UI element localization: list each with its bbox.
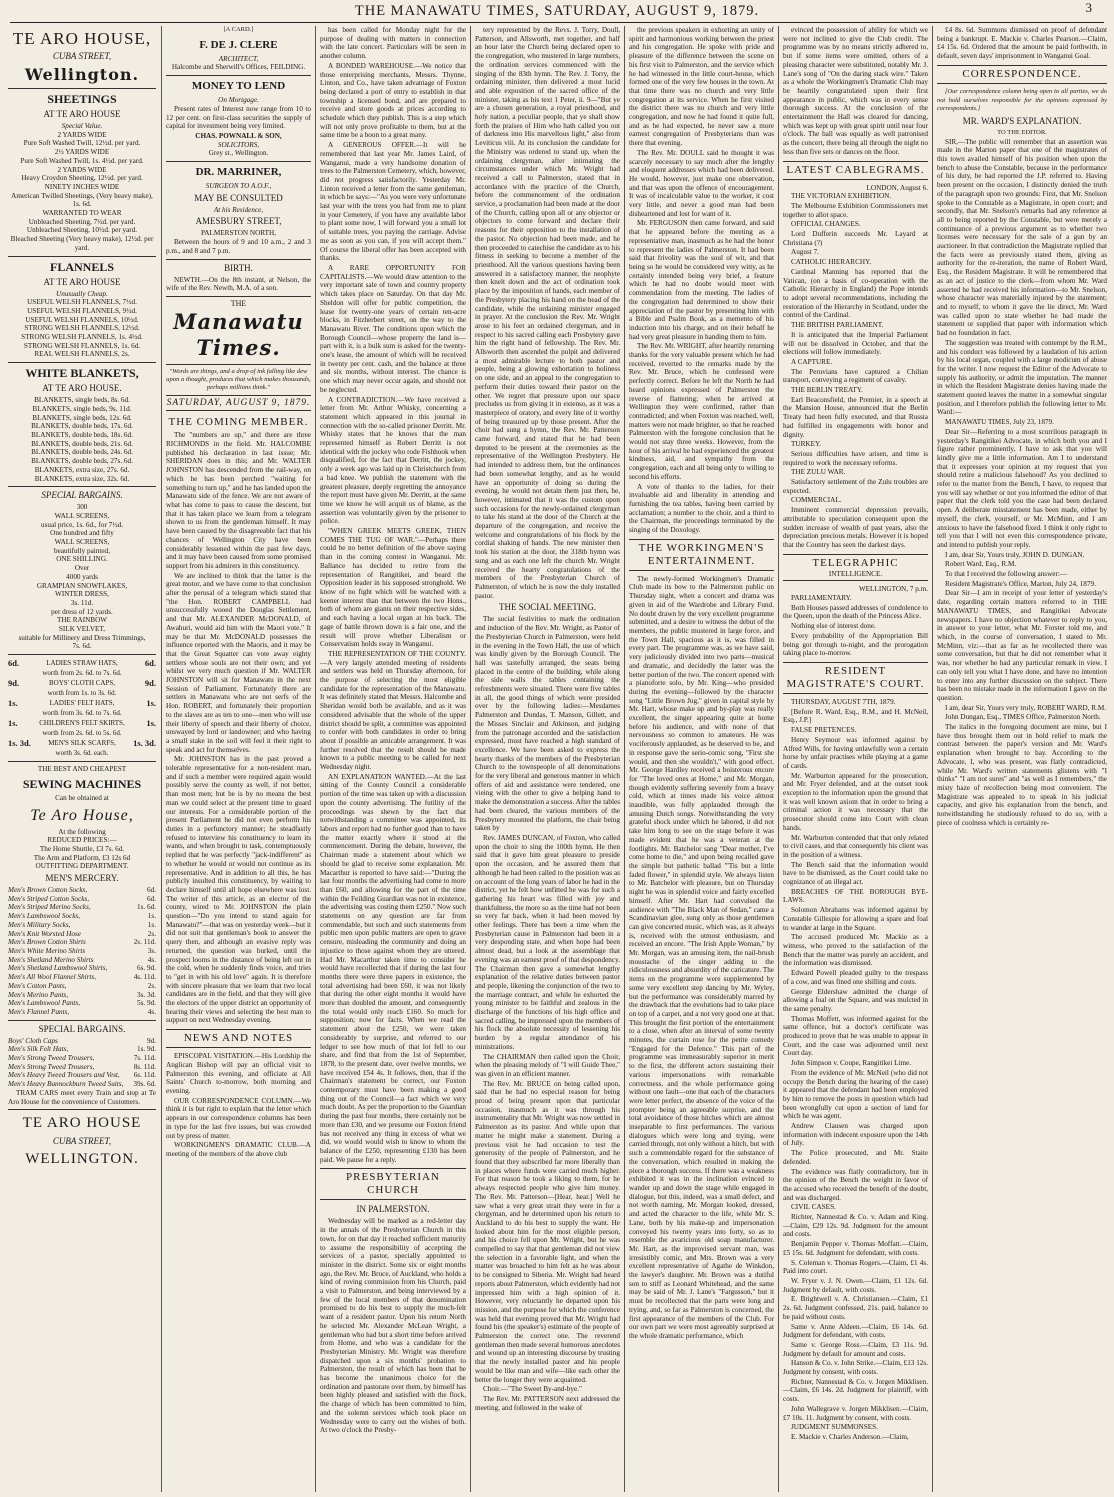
rainbow-velvet — [8, 616, 156, 651]
mercery-item: Men's Brown Cotton Socks, 6d. — [8, 886, 156, 895]
cable-item: THE VICTORIAN EXHIBITION. — [791, 192, 892, 201]
mercery-list — [8, 886, 156, 1017]
telegraphic-subheading: INTELLIGENCE. — [828, 569, 883, 578]
court-paragraph: FALSE PRETENCES. — [791, 726, 857, 735]
footer-city: WELLINGTON. — [25, 1151, 139, 1168]
social-paragraph: The Rev. Mr. BRUCE on being called upon, said that he had no especial reason for being proud of being present upon that particular occasion, inasmuch as it was through his instrumentality that Mr. Wright was now settled in Palmerston as its pastor. And while upon that matter he might make a statement. During a previous visit he had occasion to test the generosity of the people of Palmerston, and he found that they subscribed far more liberally than in places where funds were carried much higher. For that reason he took a liking to them, for he always respected people who give him money. The Rev. Mr. Patterson—[Hear, hear.] Well he saw what a very great strait they were in for a clergyman, and he determined upon his return to Auckland to do his best to supply the want. He looked about him for the most eligible person, and his choice fell upon Mr. Wright, but he was compelled to say that that gentleman did not view the selection in a favorable light, and when the matter was broached to him felt as he was about to be consigned to Siberia. Mr. Wright had heard reports about Palmerston, which evidently had not impressed him with a high opinion of it. However, very reluctantly he departed upon his mission, and the purpose for which the conference was held that evening proved that Mr. Wright had found his (the speaker's) estimate of the people of Palmerston the correct one. The reverend gentleman then made several humorous anecdotes and wound up an interesting discourse by trusting that the newly installed pastor and his people would be like man and wife—like each other the better the longer they were acquainted. — [475, 1079, 620, 1384]
sheeting-item: Bleached Sheeting (Very heavy make), 12½d. per yard. — [10, 235, 154, 252]
column-rule — [161, 26, 162, 1492]
sewing-title: SEWING MACHINES — [22, 776, 142, 791]
te-aro-advertisement — [8, 26, 156, 1492]
sheetings-subheading: AT TE ARO HOUSE — [43, 109, 121, 119]
shop-street: CUBA STREET, — [52, 51, 112, 61]
flannel-item: REAL WELSH FLANNELS, 2s. — [34, 350, 130, 359]
flannel-item: STRONG WELSH FLANNELS, 1s. 6d. — [23, 341, 141, 350]
blankets-subheading: AT TE ARO HOUSE. — [42, 383, 122, 394]
column-2 — [166, 26, 311, 1492]
sewing-heading: THE BEST AND CHEAPEST — [37, 765, 127, 774]
sheeting-item: Unbleached Sheeting, 10½d. per yard. — [26, 226, 138, 235]
cable-item: Cardinal Manning has reported that the Vatican, (on a basis of co-operation with the Catholic Hierarchy in England) the Pope intends to adopt several recommendations, including the restoration of the Hierarchy in Scotland, under the control of the Cardinal. — [783, 267, 928, 320]
telegraphic-item: PARLIAMENTARY. — [791, 594, 852, 603]
footer-street: CUBA STREET, — [52, 1136, 112, 1147]
sheeting-item: Pure Soft Washed Twill, 1s. 4½d. per yard. — [20, 156, 144, 165]
blankets-heading: WHITE BLANKETS, — [25, 366, 139, 381]
bargain-item: Men's Strong Tweed Trousers, 8s. 11d. — [8, 1062, 156, 1071]
blanket-item: BLANKETS, double beds, 21s. 6d. — [31, 439, 133, 448]
mercery-item: Men's Military Socks, 1s. — [8, 920, 156, 929]
news-continued — [320, 26, 466, 1164]
flannels-subheading: AT TE ARO HOUSE — [43, 276, 121, 287]
letter-paragraph: Robert Ward, Esq., R.M. — [945, 560, 1017, 569]
column-rule — [470, 26, 471, 1492]
court-heading: RESIDENT MAGISTRATE'S COURT. — [786, 665, 925, 690]
column-rule — [778, 26, 779, 1492]
pownall-address: Grey st., Wellington. — [208, 149, 269, 158]
letter-paragraph: I am, dear Sir, Yours very truly, ROBERT WARD, R.M. — [945, 703, 1107, 712]
sewing-prices — [8, 828, 156, 872]
mercery-item: Men's Shetland Lambswool Shirts, 6s. 9d. — [8, 964, 156, 973]
social-meeting — [475, 615, 620, 1412]
grampian-snowflakes — [8, 564, 156, 616]
letter-paragraph: MANAWATU TIMES, July 23, 1879. — [945, 418, 1054, 427]
social-continued — [629, 26, 774, 535]
column-6 — [783, 26, 928, 1492]
grampian-line: Over — [74, 564, 90, 573]
sewing-price-line: At the following — [58, 827, 106, 836]
letter-paragraph: Dear Sir—Referring to a most scurrilous paragraph in yesterday's Rangitikei Advocate, in which both you and I figure rather prominently, I have to ask that you will kindly give me a little information. Am I to understand that it expresses your opinion at my request that you should retire a malicious falsehood? As you declined to refer to the matter from the Bench, I have, to request that you will say whether or not you informed the editor of that paper that the clerk told you the case had been declared open. A deliberate misstatement has been made, either by myself, the clerk, yourself, or Mr. McMinn, and I am anxious to have the falsehood fixed. I think it only right to tell you that I will not even this correspondence private, and intend to publish your reply. — [937, 427, 1107, 549]
cable-item: CATHOLIC HIERARCHY. — [791, 258, 872, 267]
cable-item: The Melbourne Exhibition Commissioners met together to allot space. — [783, 201, 928, 219]
sewing-subheading: Can be obtained at — [55, 793, 109, 802]
court-paragraph: Mr. Warburton contended that that only related to civil cases, and that consequently his client was in the position of a witness. — [783, 833, 928, 859]
church-paragraph: tery represented by the Revs. J. Torry, Doull, Patterson, and Allsworth, met together, and half an hour later the Church being declared open to the congregation, who mustered in large numbers, the ordination services commenced with the singing of the 83th hymn. The Rev. J. Torry, the ordaining minister, then delivered a most lucid and able exposition of the sacred office of the minister, taking as his text 1 Peter, ii. 9—"But ye are a chosen generation, a royal priesthood, and holy nation, a peculiar people, that ye shall show forth the praises of Him who hath called you out of darkness into His marvellous light," also from Leviticus viii. At its conclusion the candidate for the Ministry was ordered to stand up, when the ordaining clergyman, after intimating the circumstances under which Mr. Wright had received a call to Palmerston, stated that in accordance with the practice of the Church, before the commencement of the ordination service, a proclamation had been made at the door of the Church, calling upon all or any objector or objectors to come forward and declare their reasons for their opposition to the installation of the pastor. No objection had been made, and he then proceeded to catechise the candidate as to his fitness in seeking to become a member of the priesthood. All the various questions having been answered in a satisfactory manner, the neophyte then knelt down and the act of ordination took place by the imposition of hands, each member of the Presbytery placing his hand on the head of the candidate, while the ordaining minister engaged in prayer. At the conclusion the Rev. Mr. Wright arose to his feet an ordained clergyman, and in respect to his sacred calling each Presbytery gave him the right hand of fellowship. The Rev. Mr. Allsworth then ascended the pulpit and delivered a most admirable lecture to both pastor and people, being a glowing exhortation to holiness on one side, and an appeal to the congregation to perform their duties toward their pastor on the other. We regret that pressure upon our space precludes us from giving it in extenso, as it was a masterpiece of oratory, and every line of it worthy of being treasured up by those present. After the choir had sung a hymn, the Rev. Mr. Patterson came forward, and stated that he had been deputed to be present at the ceremonies as the representative of the Wellington Presbytery. He had intended to address them, but the ordinances had been somewhat lengthy, and as he would have an opportunity of doing so during the evening, he would not detain them just then, he, however, intimated that it was the custom upon such occasions for the newly-ordained clergyman to take his stand at the door of the Church at the departure of the congregation, and receive the welcome and congratulations of his flock by the cordial shaking of hands. The new minister then took his station at the door, the 318th hymn was sung and as each one left the church Mr. Wright received the hearty congratulations of the members of the Presbyterian Church of Palmerston, of which he is now the duly installed pastor. — [475, 26, 620, 600]
flannel-item: STRONG WELSH FLANNELS, 1s. 4½d. — [21, 333, 143, 342]
cable-item: THE BRITISH PARLIAMENT. — [791, 321, 884, 330]
court-paragraph: Henry Seymour was informed against by Alfred Wills, for having unlawfully won a certain horse by unfair practises while playing at a game of cards. — [783, 735, 928, 770]
price-row: worth from 3s. 6d. to 7s. 6d. — [42, 709, 122, 718]
sewing-price-line: REDUCED PRICES:— — [47, 836, 117, 845]
court-paragraph: From the evidence of Mr. McNeil (who did not occupy the Bench during the hearing of the case) it appeared that the defendant had been employed by him to remove the posts in question which had been wrongfully cut upon a section of land for which he was agent. — [783, 1068, 928, 1121]
blanket-item: BLANKETS, single beds, 8s. 6d. — [34, 396, 130, 405]
cable-date: LONDON, August 6. — [866, 183, 928, 192]
mercery-item: Men's Lambswool Socks, 1s. — [8, 912, 156, 921]
column-rule — [932, 26, 933, 1492]
flannel-item: USEFUL WELSH FLANNELS, 9½d. — [27, 306, 137, 315]
wall-screen-line: usual price, 1s. 6d., for 7½d. — [40, 520, 124, 529]
card-label: [A CARD.] — [223, 26, 254, 33]
flannel-item: USEFUL WELSH FLANNELS, 10½d. — [25, 315, 139, 324]
court-paragraph: BREACHES OF THE BOROUGH BYE-LAWS. — [783, 887, 928, 905]
social-paragraph: The Rev. Mr. WRIGHT, after heartily returning thanks for the very valuable present which he had received, reverted to the remarks made by the Rev. Mr. Bruce, which he confessed were perfectly correct. Before he left the North he had heard opinions expressed of Palmerston the reverse of flattering; when he arrived at Wellington they were confirmed, rather than contradicted; and when Foxton was reached, well, matters were not made brighter, so that he reached Palmerston with the foregone conclusion that he would not stay three weeks. However, from the hour of his arrival he had experienced the greatest kindness, aid, and sympathy from the congregation, each and all being only to willing to second his efforts. — [629, 342, 774, 481]
correspondence-note: [Our correspondence column being open to all parties, we do not hold ourselves responsible for the opinions expressed by correspondents.] — [937, 87, 1107, 113]
sheeting-item: NINETY INCHES WIDE — [44, 182, 120, 191]
paper-title: Manawatu Times. — [173, 308, 304, 360]
sewing-price-line: The Arm and Platform, £3 12s 6d — [33, 853, 131, 862]
telegraphic-heading: TELEGRAPHIC — [812, 556, 899, 569]
paper-the: THE — [230, 298, 247, 308]
column-7 — [937, 26, 1107, 1492]
social-heading: THE SOCIAL MEETING. — [499, 602, 596, 613]
grampian-line: 4000 yards — [66, 572, 98, 581]
shop-city: Wellington. — [24, 65, 140, 84]
court-paragraph: The evidence was flatly contradictory, but in the opinion of the Bench the weight in favor of the accused who received the benefit of the doubt, and was discharged. — [783, 1167, 928, 1202]
mariner-subheading: SURGEON TO A.O.F., — [205, 182, 272, 191]
telegraphic-item: Nothing else of interest done. — [791, 622, 876, 631]
news-paragraph: THE REPRESENTATION OF THE COUNTY.—A very largely attended meeting of residents and settlers was held on Thursday afternoon, for the purpose of selecting the most eligible candidate for the representation of the Manawatu. It was definitely stated that Messrs. Halcombe and Sheridan would both be available, and as it was considered advisable that the whole of the upper district should be split, a committee was appointed to confer with both candidates in order to bring about if possible an amicable arrangement. It was further resolved that the result should be made known to a public meeting to be called for next Wednesday night. — [320, 649, 466, 772]
birth-heading: BIRTH. — [224, 262, 253, 273]
special-bargains-2-heading: SPECIAL BARGAINS. — [38, 1023, 126, 1034]
court-paragraph: S. Coleman v. Thomas Rogers.—Claim, £1 4s. Paid into court. — [783, 1258, 928, 1276]
money-text: Present rates of Interest now range from 10 to 12 per cent. on first-class securities the supply of capital for investment being very limited. — [166, 104, 311, 131]
cable-item: Satisfactory settlement of the Zulu troubles are expected. — [783, 478, 928, 495]
blanket-item: BLANKETS, double beds, 27s. 6d. — [31, 457, 133, 466]
cable-item: Imminent commercial depression prevails, attributable to speculation consequent upon the sudden increase of wealth of past years, also the depreciation precious metals. However it is hoped that the Country has seen the darkest days. — [783, 506, 928, 549]
price-row: 6d. LADIES STRAW HATS, 6d. — [8, 658, 156, 669]
court-paragraph: THURSDAY, AUGUST 7TH, 1879. — [791, 698, 896, 706]
mercery-item: Men's Flannel Pants, 4s. — [8, 1007, 156, 1016]
news-paragraph: EPISCOPAL VISITATION.—His Lordship the Anglican Bishop will pay an official visit to Palmerston this evening, and officiate at All Saints' Church to-morrow, both morning and evening. — [166, 1052, 311, 1095]
column-5 — [629, 26, 774, 1492]
workingmen-heading: THE WORKINGMEN'S ENTERTAINMENT. — [638, 541, 765, 567]
pownall-name: CHAS. POWNALL & SON, — [195, 131, 282, 140]
mercery-item: Men's Striped Merino Socks, 1s. 6d. — [8, 903, 156, 912]
cable-item: TURKEY. — [791, 440, 822, 449]
palmerston-north: PALMERSTON NORTH, — [200, 229, 277, 238]
news-paragraph: OUR CORRESPONDENCE COLUMN.—We think it is but right to explain that the letter which appears in our correspondence columns has been in type for the last five issues, but was crowded out by press of matter. — [166, 1096, 311, 1140]
sheeting-item: 2½ YARDS WIDE — [54, 148, 110, 157]
sheetings-heading: SHEETINGS — [47, 92, 117, 106]
rainbow-line: 7s. 6d. — [72, 642, 92, 651]
price-row: worth from 2s. 6d. to 5s. 6d. — [42, 729, 122, 738]
birth-notice: NEWTH.—On the 8th instant, at Nelson, the wife of the Rev. Newth, M.A. of a son. — [166, 275, 311, 293]
shop-name: TE ARO HOUSE, — [12, 29, 152, 48]
court-paragraph: Hanson & Co. v. John Strike.—Claim, £13 12s. Judgment by consent, with costs. — [783, 1359, 928, 1377]
blanket-item: BLANKETS, double beds, 18s. 6d. — [31, 430, 133, 439]
social-paragraph: The Rev. Mr. PATTERSON next addressed the meeting, and followed in the wake of — [475, 1394, 620, 1412]
wall-screen-line: WALL SCREENS, — [54, 511, 110, 520]
workingmen-paragraph: The newly-formed Workingmen's Dramatic Club made its bow to the Palmerston public on Thursday night, when a concert and drama was given in aid of the Wardrobe and Library Fund. No doubt drawn by the very excellent programme submitted, and a desire to witness the debut of the members, the public mustered in large force, and the Town Hall, spacious as it is, was filled in every part. The programme was, as we have said, very judiciously divided into two parts—musical and dramatic, and decidedly the latter was the better portion of the two. The concert opened with a pianoforte solo, by Mr. King—who presided during the evening—followed by the character song "Little Brown Jug," given in capital style by Mr. Hart, whose make up and by-play was really excellent, the singer appearing quite at home before his audience, and with none of that nervousness so common to amateurs. He was vociferously applauded, as he deserved to be, and in response gave the serio-comic song, "First she would, and then she wouldn't," with good effect. Mr. George Hardley received a boisterous encore for "The loved ones at Home," and Mr. Morgan, though evidently suffering severely from a heavy cold, which at times made his voice almost inaudible, was fully applauded through the amusing Dutch songs. Notwithstanding the very grateful shock under which he labored, it did not take him long to see on the stage before it was made evident that he was a veteran at the footlights. Mr. Batchelor sang "Dear mother, I've come home to die," and upon being recalled gave the simple but pathetic ballad "'Tis but a little faded flower," in splendid style. We always listen to Mr. Batchelor with pleasure, but on Thursday night he was in splendid voice and fairly excelled himself. After Mr. Hart had convulsed the audience with "The Black Man of Sedan," came a Scandinavian glee, sung only as those gentlemen can give concerted music, which was, as it always is, received with the utmost enthusiasm, and received an encore. "The Irish Apple Woman," by Mr. Morgan, was an amusing item, the nail-brush moustache of the singer adding to the ridiculousness and absurdity of the caricature. The items on the programme were supplemented by some very excellent step dancing by Mr. Wyley, but the performance was considerably marred by the drawback that the evolutions had to take place on top of a carpet, and a not very good one at that. This brought the first portion of the entertainment to a close, when after an interval of some twenty minutes, the curtain rose for the petite comedy "Engaged for the Defence." This part of the programme was immeasurably superior in merit to the first, the different actors sustaining their various impersonations with remarkable correctness, and the whole performance going without one fault—one that each of the characters were letter perfect, the absence of the voice of the prompter being an agreeable surprise, and the total avoidance of those hitches which are almost inseparable to first performances. The various dialogues which were long and trying, were carried through, not only without a hitch, but with such a commendable regard for the substance of the conversation, which resulted in making the piece a thorough success. If there was a weakness exhibited it was in the inclination evinced to wander up and down the stage while engaged in dialogue, but this, indeed, was a small defect, and not worth naming. Mr. Morgan looked, dressed, and acted the character to the life, while Mr. S. Lane, both by his make-up and impersonation conveyed his twenty years into forty, so as to resemble the avaricious old soap manufacturer. Mr. Hart, as the improvised servant man, was irresistibly comic, and Mrs. Brown was a very excellent representative of Agathe de Winkdon, the lawyer's daughter. Mr. Brown was a dutiful son to stiff as Leonard Whitehead, and the same may be said of Mr. J. Lane's "Fargusson," but it must be recollected that the parts were long and trying, and, so far as Palmerston is concerned, the first appearance of the members of the Club. For our own part we were most agreeably surprised at the whole dramatic performance, which — [629, 574, 774, 1340]
court-paragraph: Mr. Warburton appeared for the prosecution, and Mr. Fryer defended, and at the outset took exception to the information upon the ground that it was well known axiom that in order to bring a criminal action it was necessary that the prosecutor should come into Court with clean hands. — [783, 771, 928, 832]
cablegrams-heading: LATEST CABLEGRAMS. — [786, 163, 925, 176]
price-row: 9d. BOYS' CLOTH CAPS, 9d. — [8, 678, 156, 689]
social-paragraph: Choir.—"The Sweet By-and-bye." — [483, 1385, 582, 1394]
cable-item: Serious difficulties have arisen, and time is required to work the necessary reforms. — [783, 449, 928, 467]
news-paragraph: A RARE OPPORTUNITY FOR CAPITALISTS.—We would draw attention to the very important sale of town and country property which takes place on Saturday. On that day Mr. Sheldon will offer for public competition, the lease for twenty-one years of certain ten-acre blocks, in Fitzherbert street, on the way to the Manawatu River. The conditions upon which the Borough Council—whose property the land is—part with it, is a bulk sum is asked for the twenty-one's lease, the amount of which will be received in twenty per cent. cash, and the balance at three and six months, without interest. The chance is one which may never occur again, and should not be neglected. — [320, 263, 466, 394]
blanket-list — [8, 396, 156, 483]
social-paragraph: The social festivities to mark the ordination and induction of the Rev. Mr. Wright, as Pastor of the Presbyterian Church in Palmerston, were held in the evening in the Town Hall, the use of which was kindly given by the Borough Council. The hall was tastefully arranged, the seats being placed in the centre of the building, while along the side walls the tables containing the refreshments were situated. There were five tables in all, the good things of which were presided over by the following ladies:—Mesdames Palmerston and Dundas, T. Manson, Gillett, and the Misses Sinclair and Atkinson, and judging from the patronage accorded and the satisfaction expressed, must have reached a high standard of excellence. We have been asked to express the hearty thanks of the members of the Presbyterian Church to the townspeople of all denominations for the very liberal and generous manner in which offers of aid and assistance were tendered, one vieing with the other to give a helping hand to make the demonstration a success. After the tables had been cleared, the various members of the Presbytery mounted the platform, the chair being taken by — [475, 615, 620, 833]
flannel-item: USEFUL WELSH FLANNELS, 7½d. — [27, 298, 137, 307]
wall-screens — [8, 503, 156, 564]
church-heading: PRESBYTERIAN CHURCH — [346, 1171, 440, 1197]
news-paragraph: WORKINGMEN'S DRAMATIC CLUB.—A meeting of the members of the above club — [166, 1141, 311, 1158]
news-paragraph: AN EXPLANATION WANTED.—At the last sitting of the County Council a considerable portion of the time was taken up with a discussion upon the county advertising. The futility of the proceedings was shewn by the fact that notwithstanding a committee was appointed, its labors and report had no further good than to have the matter exactly where it stood at the commencement. During the debate, however, the Chairman made a statement about which we should be glad to receive some explanation. Mr. Macarthur is reported to have said:—"During the last four months the advertising had come to more than £60, and allowing for the part of the time within the Feilding Guardian was not in existence, the advertising was costing them £250." Now such statements on any question are far from commendable, but such and such statements from public men upon public matters are open to grave censure, misleading the community and doing an injustice to those against whom they are uttered. Had Mr. Macarthur taken time to consider he would have recollected that if during the last four months there were three papers in existence, the total advertising had been £60, it was not likely that during the other eight months it would have more than doubled the amount, and consequently the total would only reach £160. So much for supposition; now for facts. When we read the statement about the £250, we were taken considerably by surprise, and referred to our ledger to see how much of that lot fell to our share, and find that from the 1st of September, 1878, to the present date, over twelve months, we have received £54 4s. It follows, then, that if the Chairman's statement be correct, our Foxton contemporary must have been making a good thing out of the Council—a fact which we very much doubt. As per the proportion to the Guardian during the past four months, there certainly not be more than £30, and we presume our Foxton friend has not received any thing in excess of what we did, we would would wish to know to whom the balance of the £250, representing £130 has been paid. We pause for a reply. — [320, 772, 466, 1164]
letter-paragraph: John Dungan, Esq., TIMES Office, Palmerston North. — [945, 713, 1101, 722]
court-paragraph: The Bench said that the information would have to be dismissed, as the Court could take no cognizance of an illegal act. — [783, 860, 928, 887]
grampian-line: GRAMPIAN SNOWFLAKES, — [36, 581, 128, 590]
social-paragraph: Mr. FERGUSON then came forward, and said that he appeared before the meeting as a representative man, inasmuch as he had the honor to represent the ladies of Palmerston. It had been said that frivolity was the soul of wit, and that being so he would be considered very witty, as he certainly intended being very brief, a feature which he had no doubt would meet with commendation from the meeting. The ladies of the congregation had determined to show their appreciation of the pastor by presenting him with a Bible and Psalm Book, as a memento of his induction into his charge, and on their behalf he had very great pleasure in handing them to him. — [629, 219, 774, 341]
money-subheading: On Mortgage. — [218, 96, 259, 105]
price-row: worth 3s. 6d. each. — [55, 749, 109, 758]
blanket-item: BLANKETS, single beds, 9s. 11d. — [32, 404, 132, 413]
church-subheading: IN PALMERSTON. — [356, 1204, 430, 1215]
workingmen-continued — [783, 26, 928, 157]
sewing-price-line: The Home Shuttle, £3 7s. 6d. — [39, 844, 125, 853]
news-paragraph: A CONTRADICTION.—We have received a letter from Mr. Arthur Whisky, concerning a statement which appeared in this journal in connection with the so-called prisoner Derritt. Mr. Whisky states that he knows that the man represented himself as Robert Derritt is not identical with the jockey who rode Fishhook when disqualified, for the fact that Derritt, the jockey, only a week ago was laid up in Christchurch from a bad knee. We publish the statement with the greatest pleasure, deeply regretting the annoyance the report must have given Mr. Derritt, at the same time we know he will acquit us of blame, as the assertion was voluntarily given by the prisoner to police. — [320, 395, 466, 526]
letter-body — [937, 138, 1107, 828]
court-paragraph: Richter, Nannestad & Co. v. Jorgen Mikklisen.—Claim, £6 14s. 2d. Judgment for plaintiff, with costs. — [783, 1377, 928, 1404]
social-paragraph: the previous speakers in exhorting an unity of spirit and harmonious working between the priest and his congregation. He spoke with pride and pleasure of the difference between the scene on his first visit to Palmerston, and the service which he had witnessed in the little court-house, which formed one of the very few houses in the town. At that time there was no church and very little congregation at its service. When he first visited the district there was no church and very little congregation, and now he had found it quite full, and as he had expected, he never saw a more earnest congregation of Presbyterians than was there that evening. — [629, 26, 774, 148]
cable-item: August 7. — [791, 248, 819, 257]
pownall-role: SOLICITORS, — [217, 140, 260, 149]
court-paragraph: The accused produced Mr. Mackie as a witness, who proved to the satisfaction of the Bench that the matter was purely an accident, and the information was dismissed. — [783, 933, 928, 968]
court-paragraph: E. Brightwell v. A. Christiansen.—Claim, £1 2s. 6d. Judgment confessed, 21s. paid, balance to be paid without costs. — [783, 1295, 928, 1321]
blanket-item: BLANKETS, double beds, 17s. 6d. — [31, 422, 133, 431]
rainbow-line: suitable for Millinery and Dress Trimmings, — [18, 633, 146, 642]
masthead-rule — [10, 22, 1104, 23]
masthead-title: THE MANAWATU TIMES, SATURDAY, AUGUST 9, 1879. — [354, 3, 760, 19]
lead-paragraph: We are inclined to think that the latter is the great motor, and we have come to that conclusion after the perusal of a telegram which stated that "the Hon. ROBERT CAMPBELL had unsuccessfully wooed the Douglas Settlement, and that Mr. ALEXANDER McDONALD, of Awahuri, would aid him with the Maori vote." It may be that Mr. McDONALD possesses the influence reported with the Maoris, and it may be that the Great Squatter can vote away eighty settlers whose souls are not their own; and yet whilst we very much question if Mr. WALTER JOHNSTON will sit for Manawatu in the next Session of Parliament. Fortunately there are settlers in Manawatu who are not serfs of the Hon. ROBERT, and fortunately their proportion to the slaves are as ten to one—men who will use their liberty of speech and their liberty of choice, unswayed by lord or landowner; and who having a small stake in the soil will feel it their right to speak and act for themselves. — [166, 571, 311, 754]
special-value: Special Value. — [61, 122, 103, 130]
court-paragraph: The Police prosecuted, and Mr. Staite defended. — [783, 1149, 928, 1166]
blanket-item: BLANKETS, double beds, 24s. 6d. — [31, 448, 133, 457]
court-paragraph: Thomas Moffett, was informed against for the same offence, but a doctor's certificate was produced to prove that he was unable to appear in Court, and the case was adjourned until next Court day. — [783, 1014, 928, 1058]
sheeting-item: American Twilled Sheetings, (Very heavy make), 1s. 6d. — [11, 191, 153, 209]
news-and-notes — [166, 1052, 311, 1158]
court-paragraph: CIVIL CASES. — [791, 1203, 836, 1212]
letter-paragraph: To that I received the following answer:— — [945, 570, 1068, 579]
wall-screen-line: WALL SCREENS, — [54, 538, 110, 547]
court-paragraph: Same v. Anne Aldeen.—Claim, £6 14s. 6d. Judgment for defendant, with costs. — [783, 1322, 928, 1340]
mercery-item: Men's All Wool Flannel Shirts, 4s. 11d. — [8, 973, 156, 982]
blanket-item: BLANKETS, single beds, 12s. 6d. — [32, 413, 132, 422]
sewing-price-line: OUTFITTING DEPARTMENT. — [35, 862, 129, 871]
court-paragraph: Benjamin Pepper v. Thomas Moffatt.—Claim, £5 15s. 6d. Judgment for defendant, with costs. — [783, 1240, 928, 1257]
social-paragraph: The Rev. Mr. DOULL said he thought it was scarcely necessary to say much after the lengthy and eloquent addresses which had been delivered. He would, however, just make one observation, and that was upon the offence of encouragement. It was of incalculable value to the worker, it cost very little, and never a good man had been disheartened and lost for want of it. — [629, 148, 774, 218]
consulting-hours: Between the hours of 9 and 10 a.m., 2 and 3 p.m., and 8 and 7 p.m. — [166, 238, 311, 255]
amesbury-street: AMESBURY STREET, — [195, 216, 282, 227]
lead-article — [166, 431, 311, 1025]
bargain-list — [8, 1037, 156, 1089]
lead-paragraph: Mr. JOHNSTON has in the past proved a tolerable representative for a non-resident man, and if such a member were required again would possibly serve the county as well, if not better, than most men; but he is by no means the best man we could select at the present time to guard our interests. For a considerable portion of the present Parliament he did not even perform his duties in a perfunctory manner; he steadfastly refused to interview his constituency to learn its wants, and when brought to task, contemptuously replied that he was perfectly "jack-indifferent" as to whether he would or would not continue as its representative. And in addition to all this, he has publicly insulted this constituency, by waiting to declare himself until all hope elsewhere was lost. The writer of this article, as an elector of the county, wired to Mr. JOHNSTON the plain question—"Do you intend to stand again for Manawatu?"—that was on yesterday week—but it did not suit that gentleman's book to answer the query then, and although an evasive reply was returned, the question was burked, until the prospect looms in the distance of being left out in the cold, when he suddenly finds voice, and tries to "get in with his old love" again. It is therefore with sincere pleasure that we learn that two local candidates are in the field, and that they will give the electors of the upper district an opportunity of hearing their views and selecting the best man to support on next Wednesday evening. — [166, 755, 311, 1025]
rainbow-line: SILK VELVET, — [58, 625, 106, 634]
money-heading: MONEY TO LEND — [191, 80, 286, 93]
cable-item: It is anticipated that the Imperial Parliament will not be dissolved in October, and that the elections will follow immediately. — [783, 330, 928, 357]
cable-item: Earl Beaconsfield, the Premier, in a speech at the Mansion House, announced that the Berlin Treaty had been fully executed, and that Russia had fulfilled its engagements with honor and dignity. — [783, 395, 928, 439]
court-paragraph: John Wallegrave v. Jorgen Mikklisen.—Claim, £7 10s. 11. Judgment by consent, with costs. — [783, 1404, 928, 1422]
mercery-item: Men's Shetland Merino Shirts 4s. — [8, 955, 156, 964]
court-paragraph: E. Mackie v. Charles Anderson.—Claim, — [791, 1432, 909, 1441]
workingmen-paragraph: evinced the possession of ability for which we were not inclined to give the Club credit. The programme was by no means strictly adhered to, but if some items were omitted, others of a pleasing character were substituted, notably Mr. J. Lane's song of "On the daring stack wire." Taken as a whole the Workingmen's Dramatic Club may be heartily congratulated upon their first appearance in public, which was in every sense thorough success. At the conclusion of the entertainment the Hall was cleared for dancing, which was kept up with great spirit until near four o'clock. The ball was equally as well patronised as the concert, there being all through the night no less than five sets or dances on the floor. — [783, 26, 928, 156]
telegraphic-item: Every probability of the Appropriation Bill being got through to-night, and the prorogation taking place to-morrow. — [783, 631, 928, 658]
cable-item: COMMERCIAL. — [791, 496, 842, 505]
wall-screen-line: ONE SHILLING. — [56, 555, 108, 564]
bargain-item: Men's Silk Felt Hats, 1s. 9d. — [8, 1045, 156, 1054]
flannel-list — [8, 298, 156, 359]
mercery-item: Men's Cotton Pants, 2s. — [8, 981, 156, 990]
letter-paragraph: The italics in the foregoing document are mine, but I have thus brought them out in bold relief to mark the contrast between the paper's version and Mr. Ward's explanation when brought to bay. According to the Advocate, I, who was present, was flatly contradicted, while Mr. Ward's written statements glistens with "I thinks" "I am not sures" and "as well as I remembers," the misty haze of recollection being most convenient. The Magistrate was appealed to to speak in his judicial capacity, and give his explanation from the bench, and notwithstanding he studiously refused to do so, with a piece of coolness which is certainly re- — [937, 723, 1107, 827]
lead-heading: THE COMING MEMBER. — [168, 416, 309, 429]
cable-item: OFFICIAL CHANGES. — [791, 220, 861, 229]
letter-paragraph: Resident Magistrate's Office, Marton, July 24, 1879. — [945, 579, 1096, 588]
column-4 — [475, 26, 620, 1492]
clere-title: ARCHITECT, — [218, 54, 259, 63]
cable-item: THE ZULU WAR. — [791, 468, 846, 477]
court-paragraph: Solomon Abrahams was informed against by Constable Gillespie for allowing a spare and foal to wander at large in the Square. — [783, 906, 928, 932]
mercery-item: Men's Merino Pants, 3s. 3d. — [8, 990, 156, 999]
church-continued — [475, 26, 620, 600]
news-paragraph: A BONDED WAREHOUSE.—We notice that those enterprising merchants, Messrs. Thynne, Linton, and Co., have taken advantage of Foxton being declared a port of entry to establish in that township a licensed bond, and are prepared to receive and store goods at prices according to schedule which they publish. This is a step which will not only prove profitable to them, but at the same time be a boon to a great many. — [320, 61, 466, 140]
clere-name: F. DE J. CLERE — [199, 38, 278, 51]
grampian-line: per dress of 12 yards. — [51, 607, 113, 616]
court-paragraph: Edward Powell pleaded guilty to the trespass of a cow, and was fined one shilling and costs. — [783, 969, 928, 986]
wall-screen-line: 300 — [76, 503, 88, 512]
at-residence: At his Residence, — [213, 205, 264, 214]
letter-heading: MR. WARD'S EXPLANATION. — [962, 115, 1082, 126]
price-row: worth from 1s. to 3s. 6d. — [47, 689, 117, 698]
price-row: worth from 2s. 6d. to 7s. 6d. — [42, 669, 122, 678]
letter-paragraph: I am, dear Sir, Yours truly, JOHN D. DUNGAN. — [945, 550, 1085, 559]
blanket-item: BLANKETS, extra size, 27s. 6d. — [34, 465, 130, 474]
telegraphic-item: Both Houses passed addresses of condolence to the Queen, upon the death of the Princess Alice. — [783, 603, 928, 621]
court-paragraph: George Eldershaw admitted the charge of allowing a foal on the Square, and was mulcted in the same penalty. — [783, 987, 928, 1013]
court-paragraph: Richter, Nannestad & Co. v. Adam and King.—Claim, £29 12s. 9d. Judgment for the amount and costs. — [783, 1213, 928, 1239]
clere-office: Halcombe and Sherwill's Offices, FEILDING. — [171, 63, 306, 72]
court-paragraph: W. Fryer v. J. N. Owen.—Claim, £1 12s. 6d. Judgment by default, with costs. — [783, 1277, 928, 1294]
flannels-heading: FLANNELS — [49, 259, 114, 274]
wall-screen-line: One hundred and fifty — [50, 529, 114, 538]
mercery-item: Men's Knit Worsted Hose 2s. — [8, 929, 156, 938]
unusually-cheap: Unusually Cheap. — [56, 289, 108, 298]
church-article — [320, 1217, 466, 1435]
tram-note: TRAM CARS meet every Train and stop at Te Aro House for the convenience of Customers. — [8, 1088, 156, 1106]
court-paragraph: Same v. George Ross.—Claim, £3 11s. 9d. Judgment by default for amount and costs. — [783, 1340, 928, 1358]
te-aro-script: Te Aro House, — [30, 806, 134, 824]
court-paragraph: John Simpson v. Coupe, Rangitikei Lime. — [791, 1059, 912, 1068]
church-paragraph: Wednesday will be marked as a red-letter day in the annals of the Presbyterian Church in this town, for on that day it reached sufficient maturity to assume the responsibility of accepting the services of a pastor, specially appointed to minister in the district. Some six or eight months ago, the Rev. Mr. Bruce, of Auckland, who holds a kind of roving commission from his Church, paid a visit to Palmerston, and being interviewed by a few of the local members of that denomination promised to do his best to supply the much-felt want of a resident pastor. Upon his return North he selected Mr. Alexander McLean Wright, a gentleman who had but a short time before arrived from Home, and who was a candidate for the Presbyterian Ministry. Mr. Wright was therefore dispatched upon a six months' probation to Palmerston, the result of which has been that he has become the unanimous choice for the ordination and pastorate over them, by himself has been highly pleased and satisfied with the flock, the charge of which has been committed to him, and the solemn services which took place on Wednesday were to carry out the wishes of both. At two o'clock the Presby- — [320, 1217, 466, 1435]
court-paragraph: [Before R. Ward, Esq., R.M., and H. McNeil, Esq., J.P.] — [783, 707, 928, 725]
bargain-item: Men's Heavy Tweed Trousers and Vest, 6s. 11d. — [8, 1071, 156, 1080]
social-paragraph: Rev. JAMES DUNCAN, of Foxton, who called upon the choir to sing the 100th hymn. He then said that it gave him great pleasure to preside upon the occasion, and he assured them that although he had been called to the position was as on account of the long years of labor he had in the district, yet he felt how unfitted he was for such a gathering his heart was filled with joy and thankfulness, the more so as the time had not been so very far back, when it had been moved by other feelings. There has been a time when the Presbyterian cause in Palmerston had been in a very desponding state, and when hope had been almost dead, but a look at the assemblage that evening was an earnest proof of that despondency. The Chairman then gave a somewhat lengthy explanation of the relative duties between pastor and people, likening the conjunction of the two to the marriage contract, and while he exhorted the young minister to be faithful and zealous in the discharge of the functions of his high office and sacred calling, he impressed upon the members of his flock the absolute necessity of lessening his burden by a regular attendance of his ministrations. — [475, 833, 620, 1051]
price-rows — [8, 658, 156, 758]
workingmen-article — [629, 575, 774, 1341]
cablegrams — [783, 192, 928, 549]
footer-shop-name: TE ARO HOUSE — [22, 1115, 142, 1132]
sheeting-item: 2 YARDS WIDE — [57, 130, 107, 139]
social-paragraph: A vote of thanks to the ladies, for their invaluable aid and liberality in attending and furnishing the tea tables, having been carried by acclamation; a number to the choir, and a third to the Chairman, the proceedings terminated by the singing of the Doxology. — [629, 482, 774, 535]
letter-to: TO THE EDITOR. — [997, 128, 1047, 136]
grampian-line: WINTER DRESS, — [55, 590, 109, 599]
column-3 — [320, 26, 466, 1492]
cable-item: The Peruvians have captured a Chilian transport, conveying a regiment of cavalry. — [783, 367, 928, 385]
social-paragraph: The CHAIRMAN then called upon the Choir, when the pleasing melody of "I will Guide Thee," was given in an efficient manner. — [475, 1052, 620, 1078]
grampian-line: 3s. 11d. — [70, 598, 94, 607]
mercery-heading: MEN'S MERCERY. — [45, 873, 119, 884]
page-number: 3 — [1085, 0, 1092, 15]
cable-item: Lord Dufferin succeeds Mr. Layard at Christiana (?) — [783, 230, 928, 247]
news-paragraph: has been called for Monday night for the purpose of dealing with matters in connection with the late concert. Particulars will be seen in another column. — [320, 26, 466, 61]
price-row: 1s. LADIES' FELT HATS, 1s. — [8, 698, 156, 709]
mercery-item: Men's White Merino Shirts 3s. — [8, 947, 156, 955]
column-rule — [315, 26, 316, 1492]
bargain-item: Men's Heavy Bannockburn Tweed Suits, 39s. 6d. — [8, 1080, 156, 1089]
paper-motto: "Words are things, and a drop of ink falling like dew upon a thought, produces that which makes thousands, perhaps millions think." — [166, 367, 311, 391]
mercery-item: Men's Striped Cotton Socks, 6d. — [8, 894, 156, 903]
letter-paragraph: The suggestion was treated with contempt by the R.M., and his conduct was followed by a laudation of his action by his local organ, coupled with a large modicum of abuse for the writer. I now request the Editor of the Advocate to supply his authority, or admit the imputation. The manner in which the Resident Magistrate denies having made the statement quoted leaves the matter in a somewhat singular position, and I therefore publish the following letter to Mr. Ward:— — [937, 338, 1107, 417]
correspondence-heading: CORRESPONDENCE. — [962, 67, 1082, 80]
consulted: MAY BE CONSULTED — [194, 192, 283, 203]
lead-paragraph: The "numbers are up," and there are three RICHMONDS in the field. Mr. HALCOMBE published his declaration in last issue; Mr. SHERIDAN does in this; and Mr. WALTER JOHNSTON has descended from the rail-way, on which he has been perched "waiting for something to turn up," and he has landed upon the Manawatu side of the fence. We are not aware of what has come to pass to cause the descent, but that it has taken place we learn from a telegram shown to us from the gentleman himself. It may have been caused by the disagreeable fact that his chances of Wellington City have been considerably lessened within the past few days, and it may have been caused from some promised support from his admirers in this constituency. — [166, 431, 311, 570]
court-report — [783, 698, 928, 1442]
rainbow-line: THE RAINBOW — [56, 616, 108, 625]
column-rule — [624, 26, 625, 1492]
letter-paragraph: Dear Sir—I am in receipt of your letter of yesterday's date, regarding certain matters referred to in THE MANAWATU TIMES, and Rangitikei Advocate newspapers. I have no objection whatever to reply to you, in answer to your letter, what Mr. Forster told me, and which, in the course of conversation, I stated to Mr. McMinn, viz:—that as far as he recollected there was some conversation, but that he did not remember what it was, nor whether he had any particular remark in view. I can only tell you what I have done, and have no intention to enter into any further discussion on the subject. There has been no mistake made in the information I gave on the question. — [937, 589, 1107, 702]
news-paragraph: A GENEROUS OFFER.—It will be remembered that last year Mr. James Laird, of Wanganui, made a very handsome donation of trees to the Palmerston Cemetery, which, however, did not progress satisfactorily. Yesterday Mr. Linton received a letter from the same gentleman, in which he says:—"As you were very unfortunate last year with the trees you had from me to plant in your Cemetery, if you have any available labor to plant some now, I will forward you a small lot of suitable trees, you paying the carriage. Advise me as soon as you can, if you will accept them." Of course the liberal offer has been accepted with thanks. — [320, 141, 466, 263]
bargain-item: Boys' Cloth Caps 9d. — [8, 1036, 156, 1045]
cable-item: THE BERLIN TREATY. — [791, 386, 863, 395]
mariner-heading: DR. MARRINER, — [195, 166, 282, 179]
mercery-item: Men's Brown Cotton Shirts 2s. 11d. — [8, 938, 156, 947]
sheeting-item: 2 YARDS WIDE — [57, 165, 107, 174]
news-heading: NEWS AND NOTES — [183, 1032, 294, 1045]
letter-paragraph: SIR,—The public will remember that an assertion was made in the Marton paper that one of the magistrates of this town availed himself of his position when upon the bench to abuse the Constable, because in the performance of his duty, he had reported the J.P. referred to. Having been present on the occasion, I distinctly denied the truth of the paragraph upon two grounds: First, that Mr. Snelson spoke to the Constable as a Magistrate, in open court; and secondly, that Mr. Snelson's remarks had any reference at all to being reported by the Constable, but were merely a continuance of a previous argument as to whether two licenses were necessary for the sale of a gun by an auctioneer. In that contradiction the Magistrate replied that the facts were as previously stated them, giving as authority for the re-iteration, the name of Robert Ward, Esq., the Resident Magistrate. It will be remembered that as an act of justice to the clerk—from whom Mr. Ward asserted he had received his information—to Mr. Snelson, whose character was materially injured by the statement; and to myself, to whom it gave the lie direct, Mr. Ward was called upon to state whether he had made the statement or supplied that paper with information which had no foundation in fact. — [937, 137, 1107, 338]
price-row: 1s. CHILDREN'S FELT SKIRTS, 1s. — [8, 718, 156, 729]
sheeting-item: Pure Soft Washed Twill, 12½d. per yard. — [23, 139, 141, 148]
mercery-item: Men's Lambswool Pants, 5s. 9d. — [8, 999, 156, 1008]
court-paragraph: Andrew Clausen was charged upon information with indecent exposure upon the 14th of July. — [783, 1122, 928, 1148]
court-paragraph: JUDGMENT SUMMONSES. — [791, 1423, 878, 1432]
telegraphic — [783, 594, 928, 658]
sheeting-item: Heavy Croydon Sheeting, 12½d. per yard. — [21, 174, 143, 183]
cable-item: A CAPTURE. — [791, 357, 833, 366]
tele-date: WELLINGTON, 7 p.m. — [858, 585, 928, 594]
sheeting-list — [8, 131, 156, 253]
sheeting-item: WARRANTED TO WEAR — [42, 209, 122, 218]
news-paragraph: "WHEN GREEK MEETS GREEK, THEN COMES THE TUG OF WAR."—Perhaps there could be no better definition of the above saying than in the coming contest in Wanganui. Mr. Ballance has decided to retire from the representation of Rangitikei, and beard the Opposition leader in his supposed stronghold. We know of no fight which will be watched with a keener interest than that between the two Hons., both of whom are giants on their respective sides, and each having a local organ at his back. The gage of battle thrown down is a fair one, and the result will prove whether Liberalism or Conservatism holds sway in Wanganui. — [320, 527, 466, 649]
price-row: 1s. 3d. MEN'S SILK SCARFS, 1s. 3d. — [8, 738, 156, 749]
wall-screen-line: beautifully painted, — [54, 546, 110, 555]
court-continued: £4 8s. 6d. Summons dismissed on proof of defendant being a bankrupt. E. Mackie v. Charles Pearson.—Claim, £4 15s. 6d. Ordered that the amount be paid forthwith, in default, seven days' imprisonment in Wanganui Goal. — [937, 26, 1107, 61]
blanket-item: BLANKETS, extra size, 32s. 6d. — [34, 474, 130, 483]
bargain-item: Men's Strong Tweed Trousers, 7s. 11d. — [8, 1054, 156, 1063]
flannel-item: STRONG WELSH FLANNELS, 12½d. — [24, 324, 140, 333]
special-bargains-heading: SPECIAL BARGAINS. — [41, 490, 123, 501]
paper-date: SATURDAY, AUGUST 9, 1879. — [166, 397, 311, 408]
sheeting-item: Unbleached Sheeting, 7½d. per yard. — [28, 217, 136, 226]
